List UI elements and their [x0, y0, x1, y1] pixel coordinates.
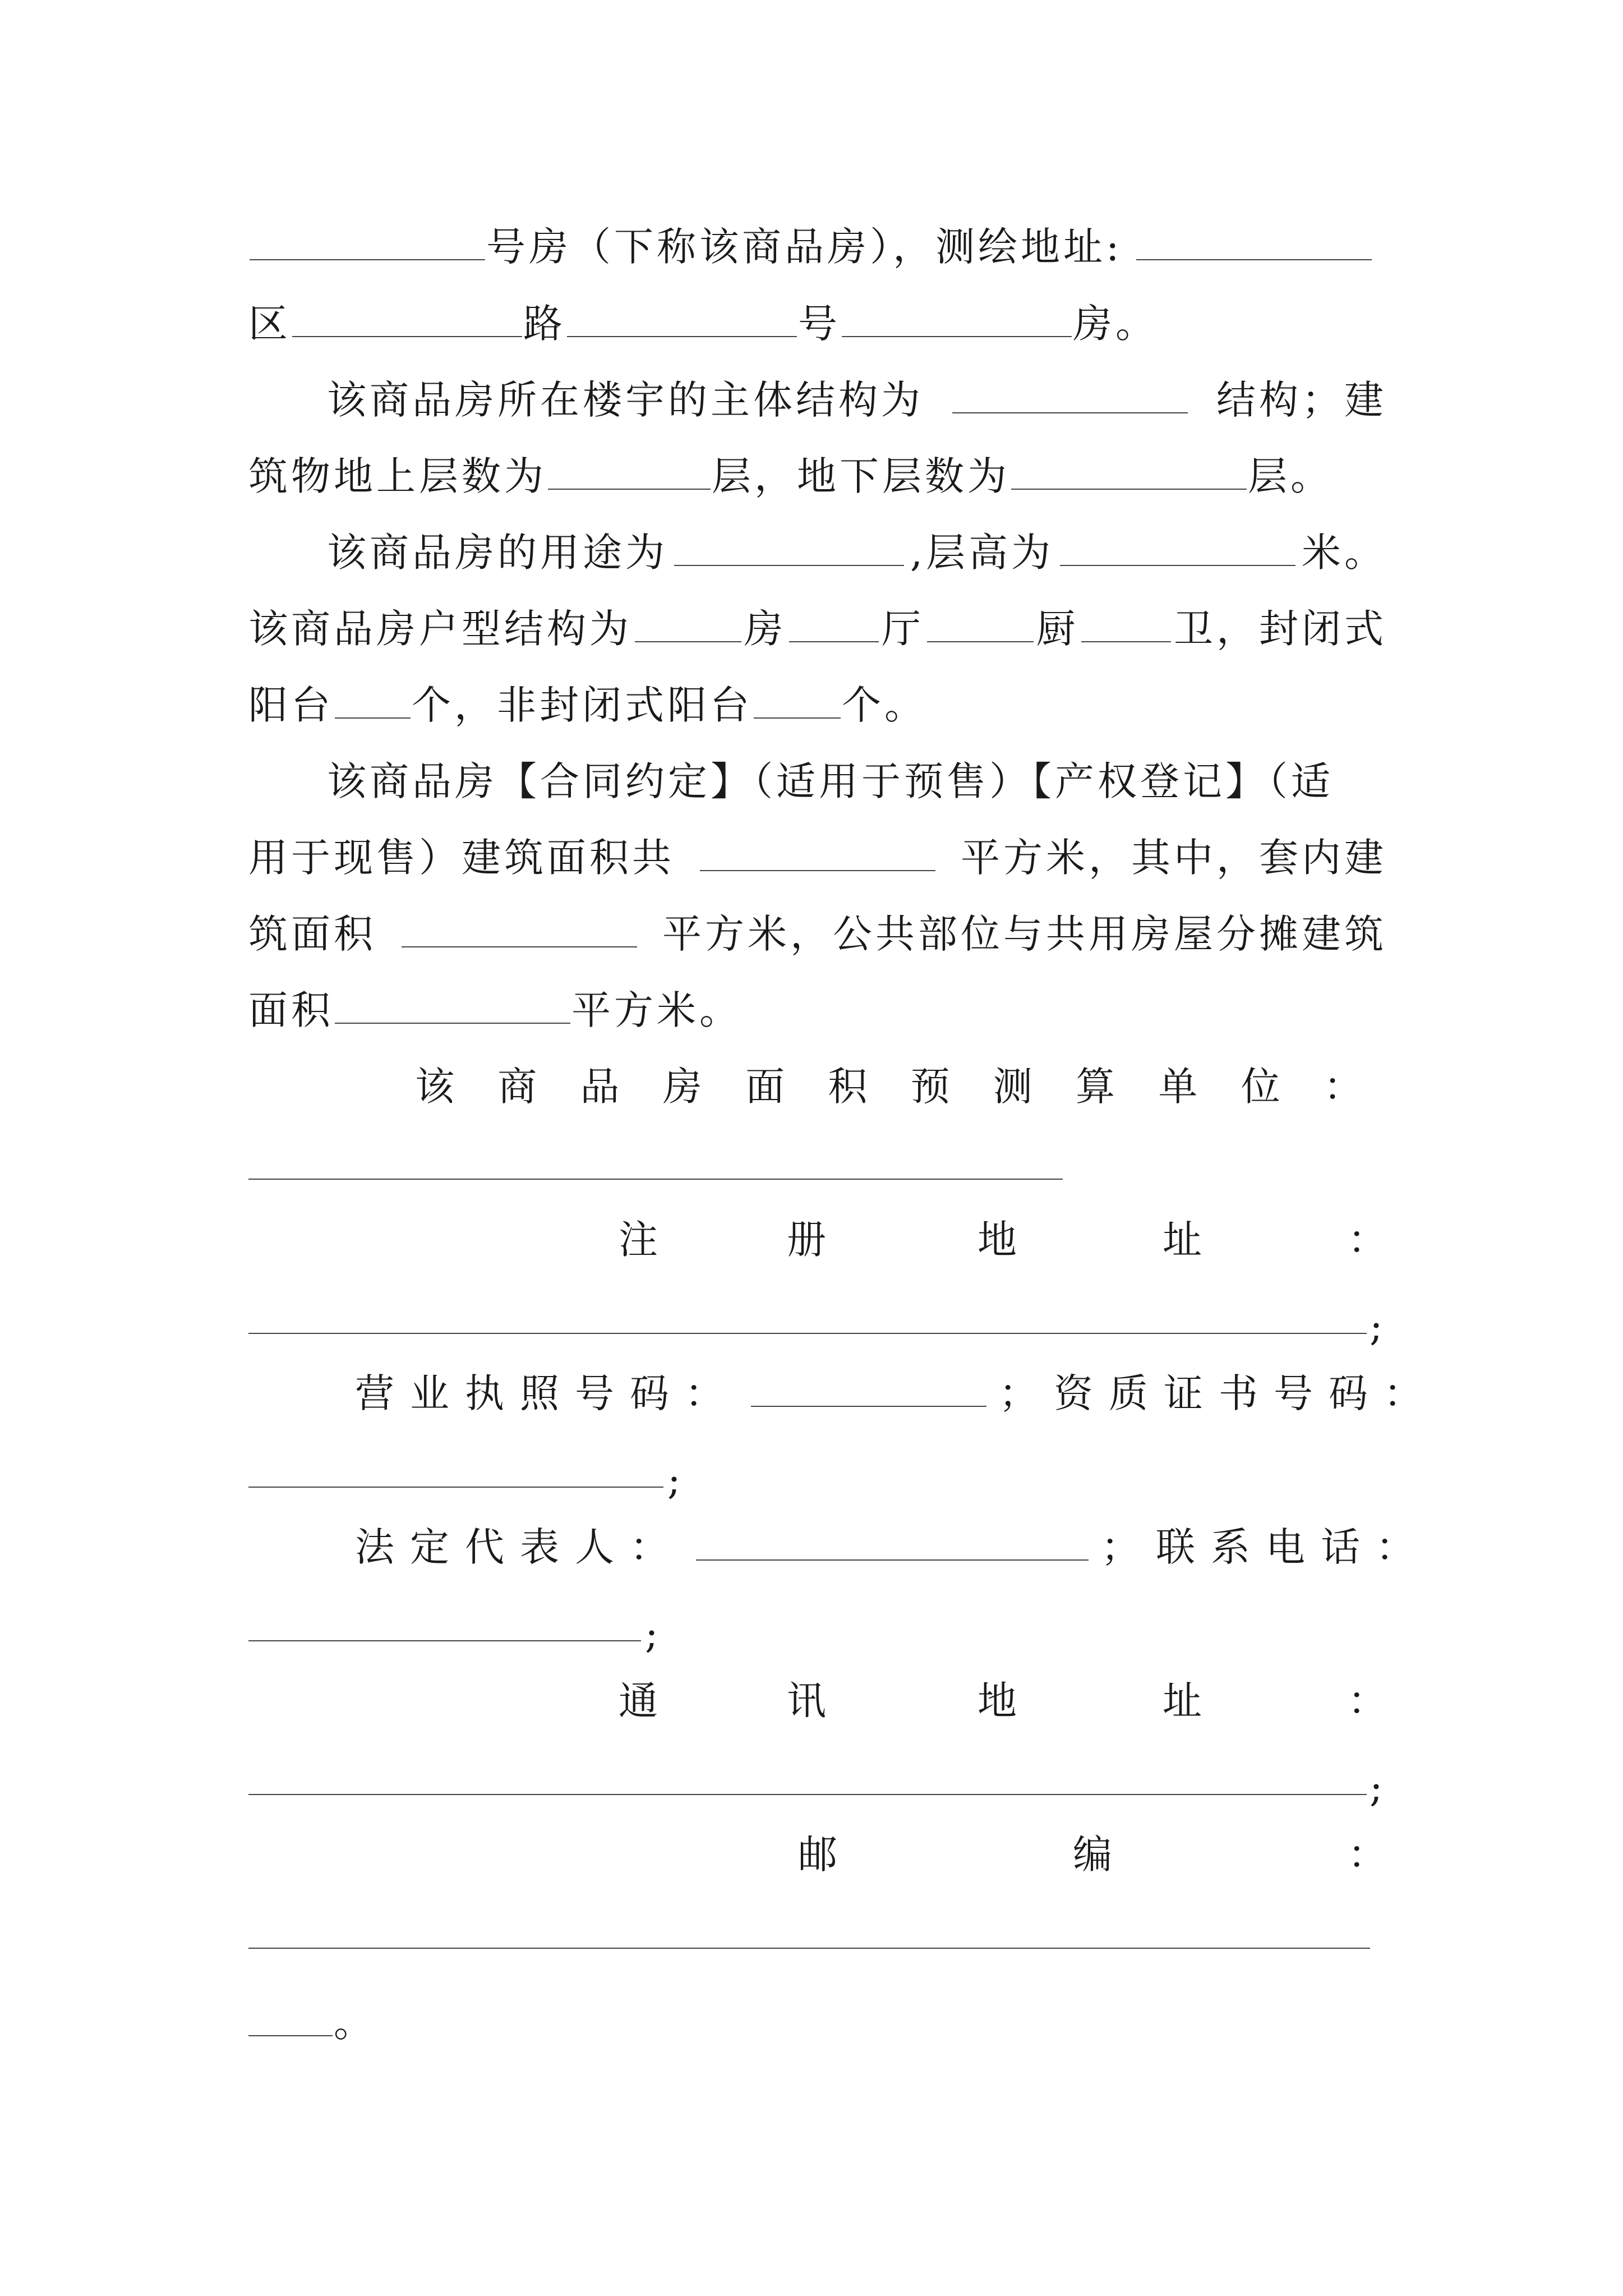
text-structure-end: 结构；建: [1216, 377, 1387, 423]
text-balcony: 阳台: [248, 682, 334, 728]
blank-kitchens[interactable]: [927, 606, 1034, 642]
char: 位: [1241, 1064, 1280, 1110]
blank-survey-address[interactable]: [1136, 224, 1372, 260]
blank-phone[interactable]: [248, 1639, 641, 1641]
text-room-address: 号房（下称该商品房），测绘地址: [486, 224, 1106, 270]
blank-halls[interactable]: [789, 606, 879, 642]
line-survey-unit: [415, 1047, 1363, 1126]
blank-structure[interactable]: [952, 378, 1188, 413]
blank-qualification[interactable]: [248, 1485, 663, 1488]
char: 册: [787, 1217, 826, 1263]
blank-inner-area[interactable]: [402, 912, 637, 947]
text-room: 房。: [1073, 301, 1158, 347]
char: 址: [1163, 1678, 1202, 1724]
char: 品: [580, 1064, 620, 1110]
text-below-floors: 层，地下层数为: [712, 453, 1010, 499]
line-registered-address: [248, 1200, 1387, 1279]
text-usage: 该商品房的用途为: [327, 530, 668, 576]
line-district-road: [248, 284, 1387, 363]
blank-rooms[interactable]: [635, 606, 741, 642]
blank-number[interactable]: [842, 301, 1072, 337]
blank-building-number[interactable]: [250, 224, 485, 260]
char: ：: [1348, 1678, 1387, 1724]
blank-building-area[interactable]: [700, 835, 935, 871]
text-balcony-end: 个。: [842, 682, 927, 728]
char: 房: [662, 1064, 702, 1110]
char: 算: [1076, 1064, 1115, 1110]
semicolon: ;: [667, 1457, 681, 1503]
semicolon: ;: [1370, 1304, 1383, 1350]
text-bathrooms: 卫，封闭式: [1174, 606, 1387, 652]
char: ：: [1348, 1832, 1387, 1878]
char: 地: [978, 1217, 1017, 1263]
semicolon: ;: [1370, 1765, 1383, 1811]
blank-district[interactable]: [292, 301, 522, 337]
char: 讯: [787, 1678, 826, 1724]
blank-mailing-address[interactable]: [248, 1793, 1367, 1795]
text-height: ,层高为: [910, 530, 1054, 576]
text-qualification: ；资质证书号码：: [999, 1370, 1438, 1416]
blank-postcode-tail[interactable]: [248, 2000, 333, 2036]
char: 通: [619, 1678, 658, 1724]
text-halls: 厅: [882, 606, 924, 652]
char: 测: [993, 1064, 1032, 1110]
text-layout: 该商品房户型结构为: [248, 606, 632, 652]
text-area: 面积: [248, 987, 334, 1033]
char: 编: [1073, 1832, 1112, 1878]
text-floors-end: 层。: [1248, 453, 1333, 499]
blank-shared-area[interactable]: [335, 988, 570, 1024]
line-usage: [248, 513, 1387, 592]
char: 商: [497, 1064, 537, 1110]
blank-usage[interactable]: [674, 530, 904, 566]
line-postcode: [248, 1815, 1387, 1894]
colon: :: [1106, 224, 1119, 270]
blank-registered-address[interactable]: [248, 1332, 1367, 1334]
char: 注: [619, 1217, 658, 1263]
text-license: 营业执照号码：: [355, 1370, 740, 1416]
text-building-area-end: 平方米，其中，套内建: [961, 835, 1387, 881]
line-legal-rep: [248, 1508, 1431, 1586]
line-layout: [248, 590, 1387, 668]
line-postcode-end: [248, 1984, 1387, 2062]
text-open-balcony: 个，非封闭式阳台: [412, 682, 753, 728]
blank-open-balcony[interactable]: [754, 683, 841, 719]
text-area-type: 该商品房【合同约定】（适用于预售）【产权登记】（适: [327, 758, 1334, 804]
line-floors: [248, 437, 1387, 516]
line-structure: [248, 361, 1387, 439]
text-meter: 米。: [1301, 530, 1387, 576]
blank-postcode[interactable]: [248, 1947, 1370, 1949]
blank-height[interactable]: [1060, 530, 1295, 566]
text-rooms: 房: [744, 606, 787, 652]
blank-license[interactable]: [751, 1371, 986, 1407]
line-shared-area: [248, 971, 1387, 1050]
text-number: 号: [798, 301, 841, 347]
line-inner-area: [248, 895, 1387, 973]
text-inner-area: 筑面积: [248, 911, 376, 957]
line-room-number: [248, 208, 1387, 286]
text-period: 。: [334, 2000, 373, 2046]
blank-above-floors[interactable]: [548, 454, 711, 490]
blank-below-floors[interactable]: [1011, 454, 1247, 490]
char: 邮: [798, 1832, 837, 1878]
text-structure-label: 该商品房所在楼宇的主体结构为: [327, 377, 924, 423]
line-building-area: [248, 818, 1387, 897]
blank-legal-rep[interactable]: [696, 1525, 1089, 1561]
char: 址: [1163, 1217, 1202, 1263]
text-phone: ；联系电话：: [1101, 1524, 1431, 1570]
char: 预: [910, 1064, 950, 1110]
text-sqm: 平方米。: [571, 987, 742, 1033]
text-legal-rep: 法定代表人：: [355, 1524, 685, 1570]
char: 地: [978, 1678, 1017, 1724]
line-area-type: [248, 742, 1387, 821]
blank-closed-balcony[interactable]: [335, 683, 411, 719]
semicolon: ;: [645, 1611, 658, 1657]
text-shared-area: 平方米，公共部位与共用房屋分摊建筑: [662, 911, 1387, 957]
text-building-area: 用于现售）建筑面积共: [248, 835, 675, 881]
text-district: 区: [248, 301, 291, 347]
line-license: [248, 1354, 1438, 1433]
text-road: 路: [523, 301, 566, 347]
blank-road[interactable]: [567, 301, 797, 337]
char: 单: [1158, 1064, 1198, 1110]
line-balcony: [248, 666, 1387, 744]
char: ：: [1323, 1064, 1363, 1110]
char: 该: [415, 1064, 454, 1110]
char: ：: [1348, 1217, 1387, 1263]
blank-bathrooms[interactable]: [1081, 606, 1171, 642]
text-kitchens: 厨: [1036, 606, 1079, 652]
char: 积: [828, 1064, 868, 1110]
char: 面: [745, 1064, 785, 1110]
text-above-floors: 筑物地上层数为: [248, 453, 547, 499]
blank-survey-unit[interactable]: [248, 1177, 1063, 1180]
line-mailing-address: [248, 1662, 1387, 1740]
